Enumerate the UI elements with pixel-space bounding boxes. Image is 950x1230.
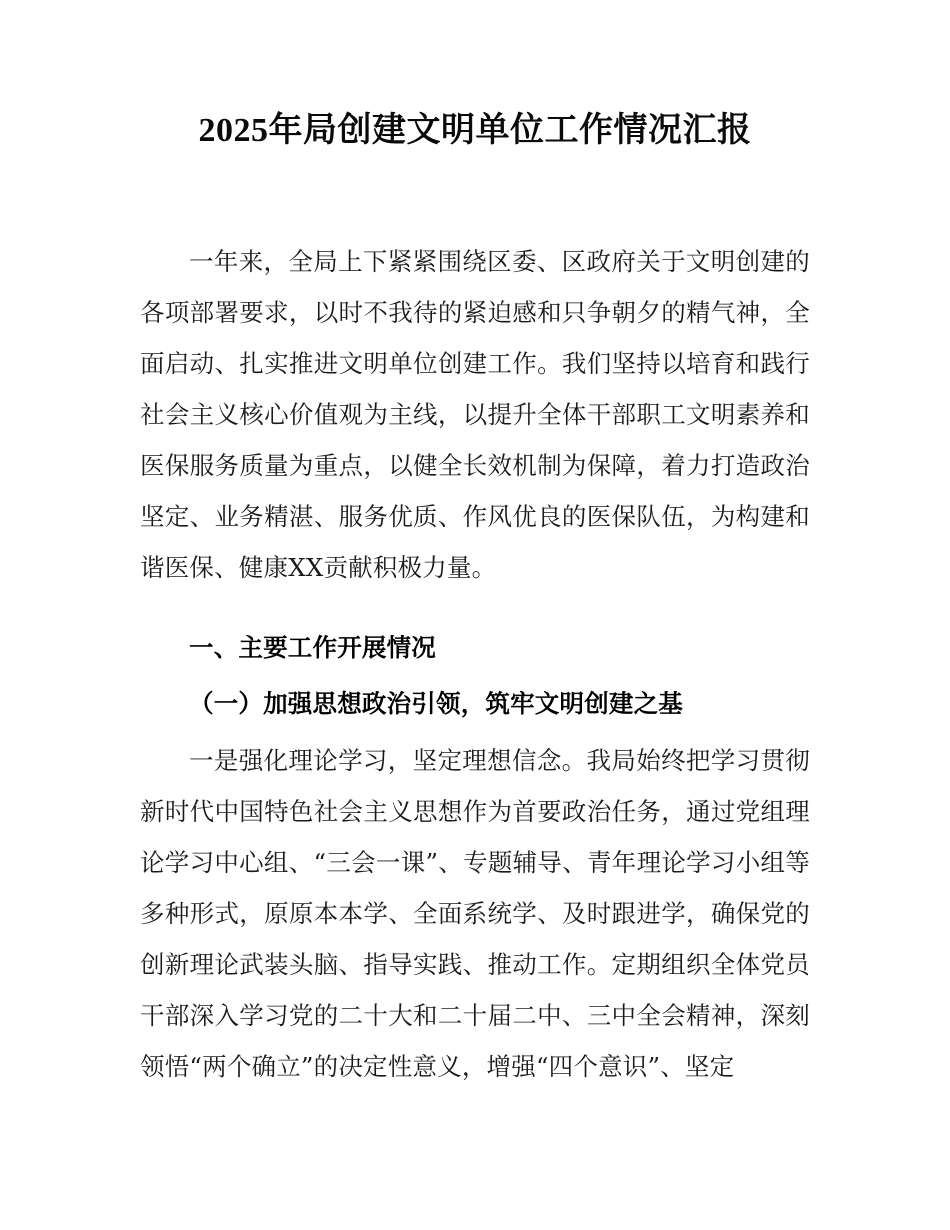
intro-paragraph: 一年来，全局上下紧紧围绕区委、区政府关于文明创建的各项部署要求，以时不我待的紧迫感和只争朝夕的精气神，全面启动、扎实推进文明单位创建工作。我们坚持以培育和践行社会主义核心价值观为主线，以提升全体干部职工文明素养和医保服务质量为重点，以健全长效机制为保障，着力打造政治坚定、业务精湛、服务优质、作风优良的医保队伍，为构建和谐医保、健康XX贡献积极力量。 [140, 247, 810, 582]
subsection-1-1-paragraph: 一是强化理论学习，坚定理想信念。我局始终把学习贯彻新时代中国特色社会主义思想作为首要政治任务，通过党组理论学习中心组、“三会一课”、专题辅导、青年理论学习小组等多种形式，原原本本学、全面系统学、及时跟进学，确保党的创新理论武装头脑、指导实践、推动工作。定期组织全体党员干部深入学习党的二十大和二十届二中、三中全会精神，深刻领悟“两个确立”的决定性意义，增强“四个意识”、坚定 [140, 746, 810, 1081]
document-title: 2025年局创建文明单位工作情况汇报 [198, 112, 752, 149]
subsection-heading-1-1: （一）加强思想政治引领，筑牢文明创建之基 [189, 691, 683, 718]
section-heading-1: 一、主要工作开展情况 [189, 635, 436, 662]
document-content [140, 0, 810, 1092]
